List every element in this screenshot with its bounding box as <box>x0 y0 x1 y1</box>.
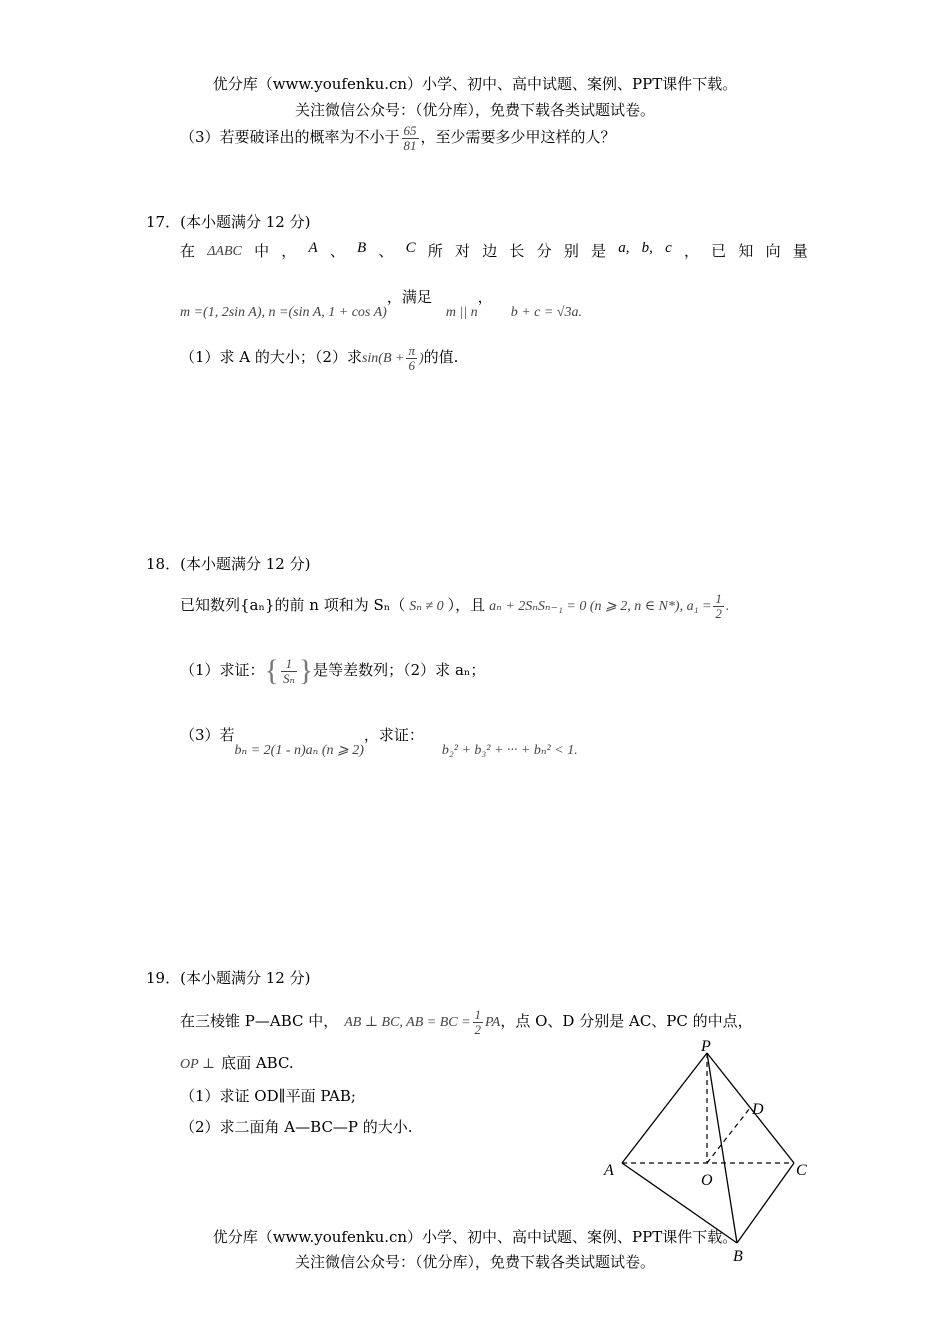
q18-part1-prefix: （1）求证： <box>180 661 265 679</box>
q17-line1-token: 所 <box>427 242 443 260</box>
header-line-2: 关注微信公众号：（优分库），免费下载各类试题试卷。 <box>294 101 655 119</box>
q17-six: 6 <box>408 357 415 373</box>
q18-period: . <box>725 599 730 615</box>
q17-line2 <box>180 286 582 320</box>
q17-line1-token: C <box>405 240 416 256</box>
edge-pa <box>622 1053 707 1163</box>
q17-line1-token: 在 <box>180 242 196 260</box>
q17-line1-token: 知 <box>738 242 754 260</box>
q18-left-brace: { <box>264 654 279 687</box>
q18-half-fraction <box>713 592 724 620</box>
q16-part3-suffix: ，至少需要多少甲这样的人？ <box>420 128 616 147</box>
q17-line1-token: a, <box>618 240 630 256</box>
footer-line-2: 关注微信公众号：（优分库），免费下载各类试题试卷。 <box>294 1253 655 1271</box>
q17-line1-token: 长 <box>509 242 525 260</box>
q16-frac-den: 81 <box>403 137 417 153</box>
q18-sn-ne: Sₙ ≠ 0 <box>409 599 444 615</box>
header-line-1: 优分库（www.youfenku.cn）小学、初中、高中试题、案例、PPT课件下载。 <box>212 75 738 93</box>
q17-line1-token: 中 <box>254 242 270 260</box>
q19-part2: （2）求二面角 A—BC—P 的大小. <box>180 1118 413 1136</box>
q19-score: (本小题满分 12 分) <box>180 969 311 987</box>
q17-condition: b + c = √3a. <box>510 305 582 320</box>
q17-line1-token: ， <box>281 242 297 260</box>
label-p: P <box>701 1038 711 1055</box>
q17-line1-token: 别 <box>563 242 579 260</box>
q17-satisfy: ，满足 <box>386 288 432 306</box>
q18-prove: ，求证： <box>363 726 424 744</box>
q19-line1 <box>180 1008 753 1036</box>
edge-pb <box>707 1053 737 1243</box>
q17-line1-token: 向 <box>765 242 781 260</box>
q17-line1-token: 量 <box>792 242 808 260</box>
q18-parts-1-2 <box>180 654 485 688</box>
q17-sin-suffix: ) <box>418 351 424 367</box>
label-b: B <box>733 1248 743 1265</box>
q17-pi-fraction <box>406 344 417 372</box>
footer-line-1: 优分库（www.youfenku.cn）小学、初中、高中试题、案例、PPT课件下载。 <box>212 1228 738 1246</box>
q19-line1-prefix: 在三棱锥 P—ABC 中， <box>180 1012 339 1031</box>
q17-line1-token: 边 <box>482 242 498 260</box>
q18-score: (本小题满分 12 分) <box>180 555 311 573</box>
q17-line1-token: b, <box>641 240 653 256</box>
q19-part1: （1）求证 OD∥平面 PAB; <box>180 1087 356 1105</box>
q17-part2: 的值. <box>423 348 459 367</box>
q18-half-num: 1 <box>715 591 722 606</box>
label-o: O <box>701 1172 713 1189</box>
q17-line1 <box>180 240 808 261</box>
q17-line1-token: 、 <box>378 242 394 260</box>
q19-half-den: 2 <box>474 1021 482 1037</box>
segment-od <box>707 1108 750 1163</box>
label-d: D <box>752 1101 764 1118</box>
q18-recurrence: aₙ + 2SₙSₙ₋₁ = 0 (n ⩾ 2, n ∈ N*), a₁ = <box>489 599 712 615</box>
q18-heading <box>146 553 310 574</box>
q19-pa: PA <box>485 1015 501 1031</box>
q17-line1-token: 对 <box>455 242 471 260</box>
q17-parts <box>180 344 458 372</box>
q18-inequality: b₂² + b₃² + ··· + bₙ² < 1. <box>441 743 578 758</box>
q18-set-den: Sₙ <box>282 670 295 686</box>
q17-line1-token: 是 <box>591 242 607 260</box>
q18-set-fraction <box>281 657 297 685</box>
q17-part1: （1）求 A 的大小；（2）求 <box>180 348 362 367</box>
q16-part3 <box>180 124 616 152</box>
q18-part3 <box>180 724 578 758</box>
q18-intro2: ），且 <box>447 596 486 615</box>
q17-sin-prefix: sin(B + <box>361 351 405 367</box>
q19-line2 <box>180 1052 294 1073</box>
q17-line1-token: c <box>665 240 672 256</box>
q18-part3-prefix: （3）若 <box>180 726 235 744</box>
label-a: A <box>604 1162 614 1179</box>
q18-bn-def: bₙ = 2(1 - n)aₙ (n ⩾ 2) <box>234 743 364 758</box>
q18-set-num: 1 <box>281 657 297 672</box>
q17-line1-token: ΔABC <box>207 244 242 259</box>
q19-number: 19． <box>146 969 181 987</box>
q17-line1-token: 已 <box>711 242 727 260</box>
q19-line1-suffix: ，点 O、D 分别是 AC、PC 的中点， <box>500 1012 753 1031</box>
q17-line1-token: 分 <box>536 242 552 260</box>
q18-intro: 已知数列{aₙ}的前 n 项和为 Sₙ（ <box>180 596 406 615</box>
q17-line1-token: A <box>308 240 318 256</box>
q18-right-brace: } <box>298 654 314 687</box>
q17-line1-token: ， <box>683 242 699 260</box>
q17-line1-token: 、 <box>329 242 345 260</box>
q19-base: 底面 ABC. <box>221 1054 294 1072</box>
label-c: C <box>796 1162 807 1179</box>
q17-line1-token: B <box>357 240 367 256</box>
q18-part1-suffix: 是等差数列；（2）求 aₙ； <box>313 661 486 679</box>
q17-heading <box>146 211 310 232</box>
q19-heading <box>146 967 310 988</box>
q17-comma: ， <box>477 288 493 306</box>
q17-line1-tokens <box>180 240 808 261</box>
q18-half-den: 2 <box>715 605 722 621</box>
q17-vectors: m =(1, 2sin A), n =(sin A, 1 + cos A) <box>180 305 387 320</box>
q19-cond: AB ⊥ BC, AB = BC = <box>344 1015 471 1031</box>
q19-half-fraction <box>473 1008 484 1036</box>
q17-pi: π <box>408 343 415 358</box>
q17-parallel: m || n <box>445 305 478 320</box>
q17-number: 17． <box>146 213 181 231</box>
q16-part3-text: （3）若要破译出的概率为不小于 <box>180 128 400 147</box>
q19-op: OP ⊥ <box>180 1057 216 1072</box>
q18-number: 18． <box>146 555 181 573</box>
q17-score: (本小题满分 12 分) <box>180 213 311 231</box>
q18-line1 <box>180 592 729 620</box>
q16-fraction <box>402 124 419 152</box>
q19-half-num: 1 <box>474 1007 482 1022</box>
q16-frac-num: 65 <box>403 123 417 138</box>
